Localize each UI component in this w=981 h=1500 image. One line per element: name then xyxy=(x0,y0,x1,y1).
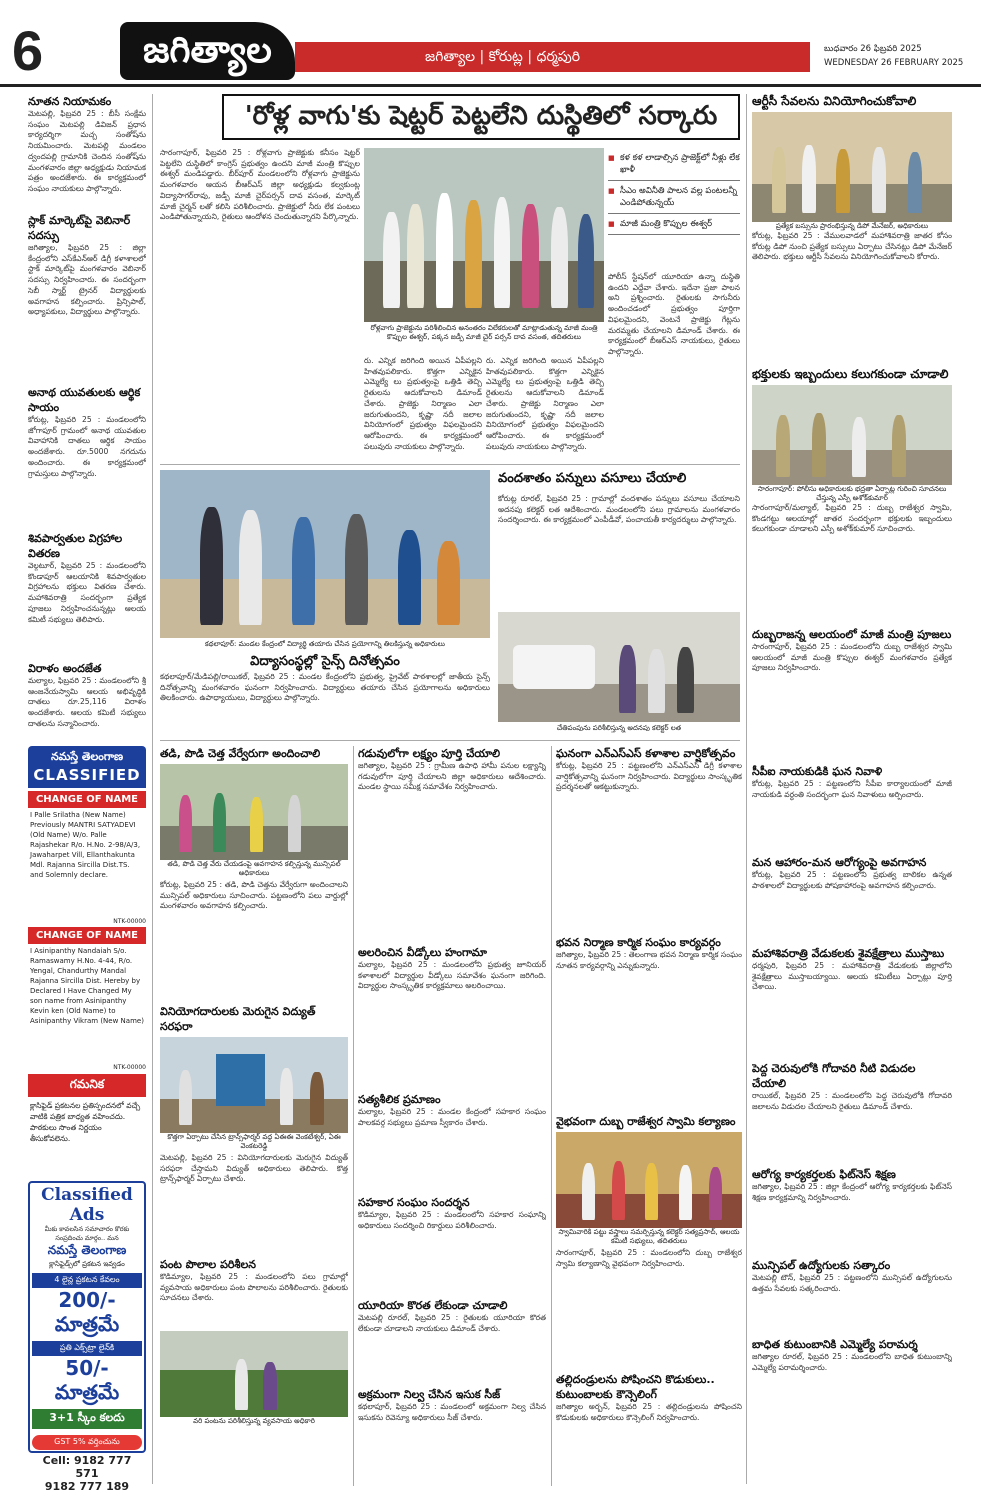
header-rule xyxy=(0,84,981,87)
tax-photo-caption: చేతిపంపును పరిశీలిస్తున్న అదనపు కలెక్టర్ లత xyxy=(556,724,682,732)
column-divider xyxy=(746,94,747,1484)
crowd-scene xyxy=(364,148,604,322)
article-body: రాయికల్, ఫిబ్రవరి 25 : మండలంలోని పెద్ద చెరువులోకి గోదావరి జలాలను విడుదల చేయాలని రైతులు డిమాండ్ చేశారు. xyxy=(752,1091,952,1111)
article-body: జగిత్యాల, ఫిబ్రవరి 25 : గ్రామీణ ఉపాధి హామీ పనుల లక్ష్యాన్ని గడువులోగా పూర్తి చేయాలని జిల్లా అధికారులు ఆదేశించారు. మండల స్థాయి సమీక్ష సమావేశం నిర్వహించారు. xyxy=(358,761,546,792)
price-1: 200/- మాత్రమే xyxy=(54,1288,120,1336)
photo-caption: సారంగాపూర్: పోలీసు అధికారులకు భద్రతా ఏర్పాట్ల గురించి సూచనలు చేస్తున్న ఎస్పీ అశోక్‌కుమార్ xyxy=(757,485,947,502)
name-change-notice-2: I Asinipanthy Nandaiah S/o. Ramaswamy H.No. 4-44, R/o. Yengal, Chandurthy Mandal Rajanna Sircilla Dist. Hereby by Declared I Have Changed My son name from Asinipanthy Kevin ken (Old Name) to Asinipanthy Vikram (New Name) xyxy=(30,947,144,1025)
gst-badge: GST 5% వర్తించును xyxy=(32,1435,142,1450)
column-divider xyxy=(551,746,552,1486)
article-body: కోరుట్ల, ఫిబ్రవరి 25 : తడి, పొడి చెత్తను వేర్వేరుగా అందించాలని మున్సిపల్ అధికారులు సూచించారు. పట్టణంలోని పలు వార్డుల్లో మంగళవారం అవగాహన కల్పించారు. xyxy=(160,880,348,911)
street-scene xyxy=(498,612,740,722)
science-photo-caption: కథలాపూర్: మండల కేంద్రంలో విద్యార్థి తయారు చేసిన ప్రయోగాన్ని తిలకిస్తున్న అధికారులు xyxy=(205,640,445,648)
article-body: జగిత్యాల, ఫిబ్రవరి 25 : తెలంగాణ భవన నిర్మాణ కార్మిక సంఘం నూతన కార్యవర్గాన్ని ఎన్నుకున్నారు. xyxy=(556,950,742,970)
classified-header xyxy=(28,746,146,788)
article-headline: విరాళం అందజేత xyxy=(28,662,102,675)
highlight-item: ■ సీఎం అవినీతి పాలన వల్ల పంటలన్నీ ఎండిపోతున్నయ్ xyxy=(608,181,740,214)
page-header xyxy=(0,0,981,86)
bottom-column-1 xyxy=(160,746,348,1486)
article-headline: ఆర్టీసీ సేవలను వినియోగించుకోవాలి xyxy=(752,94,917,108)
lead-body-mid-2: రు. ఎన్నిక జరిగింది అయిన ఏపీపల్లని హితవుపలికారు. కొత్తగా ఎన్నికైన ఎమ్మెల్యే లు ప్రభుత్వంపై ఒత్తిడి తెచ్చి రైతులను ఆదుకోవాలని డిమాండ్ చేశారు. ప్రాజెక్టు నిర్మాణం ఎలా జరుగుతుందని, కృష్ణా నదీ జలాల వినియోగంలో ప్రభుత్వం విఫలమైందని ఆరోపించారు. ఈ కార్యక్రమంలో పలువురు నాయకులు పాల్గొన్నారు. xyxy=(486,356,604,451)
classified-ads-box xyxy=(28,1181,146,1493)
article-headline: తడి, పొడి చెత్త వేర్వేరుగా అందించాలి xyxy=(160,747,321,760)
article-body: కోరుట్ల, ఫిబ్రవరి 25 : పట్టణంలోని ఎన్ఎస్ఎస్ డిగ్రీ కళాశాల వార్షికోత్సవాన్ని ఘనంగా నిర్వహించారు. విద్యార్థులు సాంస్కృతిక ప్రదర్శనలతో ఆకట్టుకున్నారు. xyxy=(556,761,742,792)
photo-caption: ప్రత్యేక బస్సును ప్రారంభిస్తున్న డిపో మేనేజర్, అధికారులు xyxy=(775,222,929,230)
offer-1: 4 లైన్ల ప్రకటన కేవలం xyxy=(32,1273,142,1288)
article-body: కొడిమ్యాల, ఫిబ్రవరి 25 : మండలంలోని సహకార సంఘాన్ని అధికారులు సందర్శించి రికార్డులు పరిశీలించారు. xyxy=(358,1210,546,1230)
highlight-item: ■ మాజీ మంత్రి కొప్పుల ఈశ్వర్ xyxy=(608,214,740,235)
article-headline: ఆరోగ్య కార్యకర్తలకు ఫిట్‌నెస్ శిక్షణ xyxy=(752,1168,896,1181)
science-headline: విద్యాసంస్థల్లో సైన్స్ దినోత్సవం xyxy=(250,654,400,669)
article-body: కోరుట్ల, ఫిబ్రవరి 25 : మండలంలోని జోగాపూర్ గ్రామంలో అనాథ యువతుల వివాహానికి దాతలు ఆర్థిక సాయం అందజేశారు. రూ.5000 నగదును అందించారు. ఈ కార్యక్రమంలో గ్రామస్తులు పాల్గొన్నారు. xyxy=(28,415,146,478)
article-headline: శివపార్వతుల విగ్రహాల వితరణ xyxy=(28,532,123,560)
ads-title: Classified Ads xyxy=(41,1185,133,1225)
article-body: కోరుట్ల, ఫిబ్రవరి 25 : వేములవాడలో మహాశివరాత్రి జాతర కోసం కోరుట్ల డిపో నుంచి ప్రత్యేక బస్సులు ఏర్పాటు చేసినట్లు డిపో మేనేజర్ తెలిపారు. భక్తులు ఆర్టీసీ సేవలను వినియోగించుకోవాలని కోరారు. xyxy=(752,231,952,262)
article-headline: సహకార సంఘం సందర్శన xyxy=(358,1196,470,1209)
article-body: జగిత్యాల అర్బన్, ఫిబ్రవరి 25 : తల్లిదండ్రులను పోషించని కొడుకులకు అధికారులు కౌన్సెలింగ్ నిర్వహించారు. xyxy=(556,1402,742,1422)
lead-body-left: సారంగాపూర్, ఫిబ్రవరి 25 : రోళ్లవాగు ప్రాజెక్టుకు కనీసం షెట్టర్ పెట్టలేని దుస్థితిలో కాంగ్రెస్ ప్రభుత్వం ఉందని మాజీ మంత్రి కొప్పుల ఈశ్వర్ మండిపడ్డారు. బీర్‌పూర్ మండలంలోని రోళ్లవాగు ప్రాజెక్టును మంగళవారం ఆయన బీఆర్ఎస్ జిల్లా అధ్యక్షుడు కల్వకుంట్ల విద్యాసాగర్‌రావు, జడ్పీ మాజీ చైర్‌పర్సన్ దావ వసంత, మార్కెట్ మాజీ చైర్మన్ లతో కలిసి పరిశీలించారు. ప్రాజెక్టులో నీరు లేక పంటలు ఎండిపోతున్నాయని, రైతులు ఆందోళన చెందుతున్నారని పేర్కొన్నారు. xyxy=(160,148,360,222)
article-body: మల్యాల, ఫిబ్రవరి 25 : మండలంలోని ప్రభుత్వ జూనియర్ కళాశాలలో విద్యార్థుల వీడ్కోలు సమావేశం ఘనంగా జరిగింది. విద్యార్థుల సాంస్కృతిక కార్యక్రమాలు అలరించాయి. xyxy=(358,960,546,991)
left-article-1 xyxy=(28,94,146,209)
article-headline: దుబ్బరాజన్న ఆలయంలో మాజీ మంత్రి పూజలు xyxy=(752,628,952,641)
classified-tag: CLASSIFIED xyxy=(33,766,141,784)
article-body: కథలాపూర్, ఫిబ్రవరి 25 : మండలంలో అక్రమంగా నిల్వ చేసిన ఇసుకను రెవెన్యూ అధికారులు సీజ్ చేశారు. xyxy=(358,1402,546,1422)
kalyanam-photo xyxy=(556,1132,742,1228)
article-headline: స్లాక్ మార్కెట్‌పై వెబినార్ సదస్సు xyxy=(28,214,131,242)
cell-number-2: 9182 777 189 xyxy=(44,1480,130,1493)
article-headline: ఘనంగా ఎన్ఎస్ఎస్ కళాశాల వార్షికోత్సవం xyxy=(556,747,736,760)
bottom-column-3 xyxy=(556,746,742,1486)
article-headline: యూరియా కొరత లేకుండా చూడాలి xyxy=(358,1299,508,1312)
left-column xyxy=(28,94,146,740)
classroom-scene xyxy=(160,470,490,638)
article-body: సారంగాపూర్, ఫిబ్రవరి 25 : మండలంలోని దుబ్బ రాజేశ్వర స్వామి ఆలయంలో మాజీ మంత్రి కొప్పుల ఈశ్వర్ మంగళవారం ప్రత్యేక పూజలు నిర్వహించారు. xyxy=(752,642,952,673)
gamanika-body: క్లాసిఫైడ్ ప్రకటనల ప్రతిస్పందనలో వచ్చే వాటికి పత్రిక బాధ్యత వహించదు. పాఠకులు సొంత నిర్ణయం తీసుకోవలెను. xyxy=(30,1101,141,1143)
highlight-list xyxy=(608,148,740,235)
article-body: మెటపల్లి, ఫిబ్రవరి 25 : వినియోగదారులకు మెరుగైన విద్యుత్ సరఫరా చేస్తామని విద్యుత్ అధికారులు తెలిపారు. కొత్త ట్రాన్స్‌ఫార్మర్ ఏర్పాటు చేశారు. xyxy=(160,1153,348,1184)
photo-caption: స్వామివారికి పట్టు వస్త్రాలు సమర్పిస్తున్న కలెక్టర్ సత్యప్రసాద్, ఆలయ కమిటీ సభ్యులు, తదితరులు xyxy=(558,1228,740,1245)
article-headline: వినియోగదారులకు మెరుగైన విద్యుత్ సరఫరా xyxy=(160,1005,316,1033)
ads-line: క్లాసిఫైడ్స్‌లో ప్రకటన ఇవ్వడం xyxy=(49,1260,125,1268)
article-headline: మన ఆహారం-మన ఆరోగ్యంపై అవగాహన xyxy=(752,856,927,869)
article-headline: గడువులోగా లక్ష్యం పూర్తి చేయాలి xyxy=(358,747,501,760)
lead-photo xyxy=(364,148,604,322)
lead-body-right: పోలీస్ స్టేషన్‌లో యూరియా ఉన్నా దుస్థితి ఉందని ఎద్దేవా చేశారు. ఇదేనా ప్రజా పాలన అని ప్రశ్నించారు. రైతులకు సాగునీరు అందించడంలో ప్రభుత్వం పూర్తిగా విఫలమైందని, వెంటనే ప్రాజెక్టు గేట్లను మరమ్మతు చేయాలని డిమాండ్ చేశారు. ఈ కార్యక్రమంలో బీఆర్ఎస్ నాయకులు, రైతులు పాల్గొన్నారు. xyxy=(608,272,740,356)
gamanika-title: గమనిక xyxy=(28,1074,146,1097)
ads-subtitle: మీకు కావలసిన సమాచారం కొరకు సంప్రదించు మార్గం.. మన xyxy=(44,1225,130,1242)
article-body: కోరుట్ల, ఫిబ్రవరి 25 : పట్టణంలోని సీపీఐ కార్యాలయంలో మాజీ నాయకుడి వర్ధంతి సందర్భంగా ఘన నివాళులు అర్పించారు. xyxy=(752,779,952,799)
police-photo xyxy=(752,385,952,485)
science-body: కథలాపూర్/మేడిపల్లి/రాయికల్, ఫిబ్రవరి 25 : మండల కేంద్రంలోని ప్రభుత్వ, ప్రైవేట్ పాఠశాలల్లో జాతీయ సైన్స్ దినోత్సవాన్ని మంగళవారం ఘనంగా నిర్వహించారు. విద్యార్థులు తయారు చేసిన ప్రయోగాలను అధికారులు తిలకించారు. ఉపాధ్యాయులు, విద్యార్థులు పాల్గొన్నారు. xyxy=(160,672,490,703)
article-headline: మున్సిపల్ ఉద్యోగులకు సత్కారం xyxy=(752,1259,891,1272)
article-body: వెల్గటూర్, ఫిబ్రవరి 25 : మండలంలోని కొండాపూర్ ఆలయానికి శివపార్వతుల విగ్రహాలను భక్తులు వితరణ చేశారు. మహాశివరాత్రి సందర్భంగా ప్రత్యేక పూజలు నిర్వహించనున్నట్లు ఆలయ కమిటీ సభ్యులు తెలిపారు. xyxy=(28,561,146,624)
lead-photo-caption: రోళ్లవాగు ప్రాజెక్టును పరిశీలించిన అనంతరం విలేకరులతో మాట్లాడుతున్న మాజీ మంత్రి కొప్పుల ఈశ్వర్, పక్కన జడ్పీ మాజీ చైర్ పర్సన్ దావ వసంత, తదితరులు xyxy=(370,324,598,341)
article-headline: సీపీఐ నాయకుడికి ఘన నివాళి xyxy=(752,765,883,778)
article-headline: బాధిత కుటుంబానికి ఎమ్మెల్యే పరామర్శ xyxy=(752,1338,918,1351)
article-headline: తల్లిదండ్రులను పోషించని కొడుకులు.. కుటుంబాలకు కౌన్సెలింగ్ xyxy=(556,1373,715,1401)
article-body: కొడిమ్యాల, ఫిబ్రవరి 25 : మండలంలోని పలు గ్రామాల్లో వ్యవసాయ అధికారులు పంట పొలాలను పరిశీలించారు. రైతులకు సూచనలు చేశారు. xyxy=(160,1272,348,1303)
classified-brand: నమస్తే తెలంగాణ xyxy=(50,750,124,763)
article-headline: భక్తులకు ఇబ్బందులు కలుగకుండా చూడాలి xyxy=(752,367,949,381)
date-telugu: బుధవారం 26 ఫిబ్రవరి 2025 xyxy=(824,44,922,54)
date-english: WEDNESDAY 26 FEBRUARY 2025 xyxy=(824,58,964,68)
lead-highlights xyxy=(608,148,740,268)
left-article-2 xyxy=(28,213,146,381)
article-headline: పంట పొలాల పరిశీలన xyxy=(160,1258,256,1271)
article-body: మల్యాల, ఫిబ్రవరి 25 : మండల కేంద్రంలో సహకార సంఘం పాలకవర్గ సభ్యులు ప్రమాణ స్వీకారం చేశారు. xyxy=(358,1107,546,1127)
photo-caption: తడి, పొడి చెత్త వేరు చేయడంపై అవగాహన కల్పిస్తున్న మున్సిపల్ అధికారులు xyxy=(167,860,341,877)
paddy-photo xyxy=(160,1331,348,1417)
article-body: జగిత్యాల రూరల్, ఫిబ్రవరి 25 : మండలంలోని బాధిత కుటుంబాన్ని ఎమ్మెల్యే పరామర్శించారు. xyxy=(752,1352,952,1372)
article-body: మెటపల్లి టౌన్, ఫిబ్రవరి 25 : పట్టణంలోని మున్సిపల్ ఉద్యోగులను ఉత్తమ సేవలకు సత్కరించారు. xyxy=(752,1273,952,1293)
article-headline: అక్రమంగా నిల్వ చేసిన ఇసుక సీజ్ xyxy=(358,1388,501,1401)
column-divider xyxy=(152,94,153,1484)
article-body: ధర్మపురి, ఫిబ్రవరి 25 : మహాశివరాత్రి వేడుకలకు జిల్లాలోని శైవక్షేత్రాలు ముస్తాబయ్యాయి. ఆలయ కమిటీలు ఏర్పాట్లు పూర్తి చేశాయి. xyxy=(752,961,952,992)
offer-3: 3+1 స్కీం కలదు xyxy=(32,1409,142,1429)
left-article-5 xyxy=(28,661,146,740)
section-divider xyxy=(160,740,740,741)
article-body: సారంగాపూర్/మల్యాల్, ఫిబ్రవరి 25 : దుబ్బ రాజేశ్వర స్వామి, కొండగట్టు ఆలయాల్లో జాతర సందర్భంగా భక్తులకు ఇబ్బందులు కలుగకుండా చూడాలని ఎస్పీ అశోక్‌కుమార్ సూచించారు. xyxy=(752,503,952,534)
article-body: మల్యాల, ఫిబ్రవరి 25 : మండలంలోని శ్రీ ఆంజనేయస్వామి ఆలయ అభివృద్ధికి దాతలు రూ.25,116 విరాళం అందజేశారు. ఆలయ కమిటీ సభ్యులు దాతలను సన్మానించారు. xyxy=(28,676,146,728)
change-of-name-title: CHANGE OF NAME xyxy=(28,927,146,944)
article-headline: అనాథ యువతులకు ఆర్థిక సాయం xyxy=(28,386,141,414)
date-box xyxy=(810,42,981,72)
article-headline: వైభవంగా దుబ్బ రాజేశ్వర స్వామి కల్యాణం xyxy=(556,1115,736,1128)
section-divider xyxy=(160,464,740,465)
page-number: 6 xyxy=(12,19,44,82)
ads-brand: నమస్తే తెలంగాణ xyxy=(47,1243,127,1257)
rtc-photo xyxy=(752,112,952,222)
right-column xyxy=(752,94,952,1484)
left-article-3 xyxy=(28,385,146,527)
lead-headline: 'రోళ్ల వాగు'కు షెట్టర్ పెట్టలేని దుస్థితిలో సర్కారు xyxy=(222,94,740,140)
offer-2: ప్రతి ఎక్స్‌ట్రా లైన్‌కి xyxy=(32,1341,142,1356)
article-body: కోరుట్ల, ఫిబ్రవరి 25 : పట్టణంలోని ప్రభుత్వ బాలికల ఉన్నత పాఠశాలలో విద్యార్థులకు పోషకాహారంపై అవగాహన కల్పించారు. xyxy=(752,870,952,890)
notice-code: NTK-00000 xyxy=(113,1064,146,1071)
science-day-photo xyxy=(160,470,490,638)
article-headline: నూతన నియామకం xyxy=(28,95,112,108)
tax-photo xyxy=(498,612,740,722)
transformer-photo xyxy=(160,1037,348,1133)
article-headline: అలరించిన వీడ్కోలు హంగామా xyxy=(358,946,487,959)
classified-column xyxy=(28,746,146,1493)
cell-number: Cell: 9182 777 571 xyxy=(42,1454,132,1480)
photo-caption: కొత్తగా ఏర్పాటు చేసిన ట్రాన్స్‌ఫార్మర్ వద్ద ఏఈఈ వెంకటేశ్వర్, ఏఈ వెంకటరెడ్డి xyxy=(167,1133,341,1150)
tax-headline: వందశాతం పన్నులు వసూలు చేయాలి xyxy=(498,471,687,486)
bottom-column-2 xyxy=(358,746,546,1486)
highlight-item: ■ కళ కళ లాడాల్సిన ప్రాజెక్ట్‌లో నీళ్లు లేక ఖాళీ xyxy=(608,148,740,181)
name-change-notice-1: I Palle Srilatha (New Name) Previously MANTRI SATYADEVI (Old Name) W/o. Palle Rajashekar R/o. H.No. 2-98/A/3, Jawaharpet Vill, Ellanthakunta Mdl. Rajanna Sircilla Dist.TS. and Solemnly declare. xyxy=(30,811,141,879)
article-headline: భవన నిర్మాణ కార్మిక సంఘం కార్యవర్గం xyxy=(556,936,721,949)
article-headline: మహాశివరాత్రి వేడుకలకు శైవక్షేత్రాలు ముస్తాబు xyxy=(752,947,945,960)
article-body: మెటపల్లి, ఫిబ్రవరి 25 : బీసీ సంక్షేమ సంఘం మెటపల్లి డివిజన్ ప్రధాన కార్యదర్శిగా మచ్చ సంతోష్‌ను నియమించారు. మెటపల్లి మండలం ద్వందపల్లి గ్రామానికి చెందిన సంతోష్‌ను మంగళవారం జిల్లా అధ్యక్షుడు నియామక పత్రం అందజేశారు. ఈ కార్యక్రమంలో సంఘం నాయకులు పాల్గొన్నారు. xyxy=(28,109,146,193)
waste-photo xyxy=(160,764,348,860)
tax-body: కోరుట్ల రూరల్, ఫిబ్రవరి 25 : గ్రామాల్లో వందశాతం పన్నులు వసూలు చేయాలని అదనపు కలెక్టర్ లత ఆదేశించారు. మండలంలోని పలు గ్రామాలను మంగళవారం సందర్శించారు. ఈ కార్యక్రమంలో ఎంపీడీవో, పంచాయతీ కార్యదర్శులు పాల్గొన్నారు. xyxy=(498,494,740,525)
column-divider xyxy=(353,746,354,1486)
section-masthead: జగిత్యాల xyxy=(120,22,295,80)
article-headline: సత్యశీలిక ప్రమాణం xyxy=(358,1093,441,1106)
photo-caption: వరి పంటను పరిశీలిస్తున్న వ్యవసాయ అధికారి xyxy=(193,1417,315,1425)
left-article-4 xyxy=(28,531,146,657)
change-of-name-title: CHANGE OF NAME xyxy=(28,791,146,808)
article-body: జగిత్యాల, ఫిబ్రవరి 25 : జిల్లా కేంద్రంలోని ఎస్‌కేఎన్‌ఆర్ డిగ్రీ కళాశాలలో స్టాక్ మార్కెట్‌పై మంగళవారం వెబినార్ సదస్సు నిర్వహించారు. ఈ సందర్భంగా సెబీ స్మార్ట్ ట్రైనర్ విద్యార్థులకు అవగాహన కల్పించారు. ప్రిన్సిపాల్, అధ్యాపకులు, విద్యార్థులు పాల్గొన్నారు. xyxy=(28,243,146,317)
section-tabs: జగిత్యాల | కోరుట్ల | ధర్మపురి xyxy=(295,42,810,72)
article-body: జగిత్యాల, ఫిబ్రవరి 25 : జిల్లా కేంద్రంలో ఆరోగ్య కార్యకర్తలకు ఫిట్‌నెస్ శిక్షణ కార్యక్రమాన్ని నిర్వహించారు. xyxy=(752,1182,952,1202)
article-headline: పెద్ద చెరువులోకి గోదావరి నీటి విడుదల చేయాలి xyxy=(752,1062,916,1090)
notice-code: NTK-00000 xyxy=(113,918,146,925)
price-2: 50/- మాత్రమే xyxy=(54,1356,120,1404)
lead-body-mid: రు. ఎన్నిక జరిగింది అయిన ఏపీపల్లని హితవుపలికారు. కొత్తగా ఎన్నికైన ఎమ్మెల్యే లు ప్రభుత్వంపై ఒత్తిడి తెచ్చి రైతులను ఆదుకోవాలని డిమాండ్ చేశారు. ప్రాజెక్టు నిర్మాణం ఎలా జరుగుతుందని, కృష్ణా నదీ జలాల వినియోగంలో ప్రభుత్వం విఫలమైందని ఆరోపించారు. ఈ కార్యక్రమంలో పలువురు నాయకులు పాల్గొన్నారు. xyxy=(364,356,482,451)
article-body: సారంగాపూర్, ఫిబ్రవరి 25 : మండలంలోని దుబ్బ రాజేశ్వర స్వామి కల్యాణాన్ని వైభవంగా నిర్వహించారు. xyxy=(556,1248,742,1268)
article-body: మెటపల్లి రూరల్, ఫిబ్రవరి 25 : రైతులకు యూరియా కొరత లేకుండా చూడాలని నాయకులు డిమాండ్ చేశారు. xyxy=(358,1313,546,1333)
